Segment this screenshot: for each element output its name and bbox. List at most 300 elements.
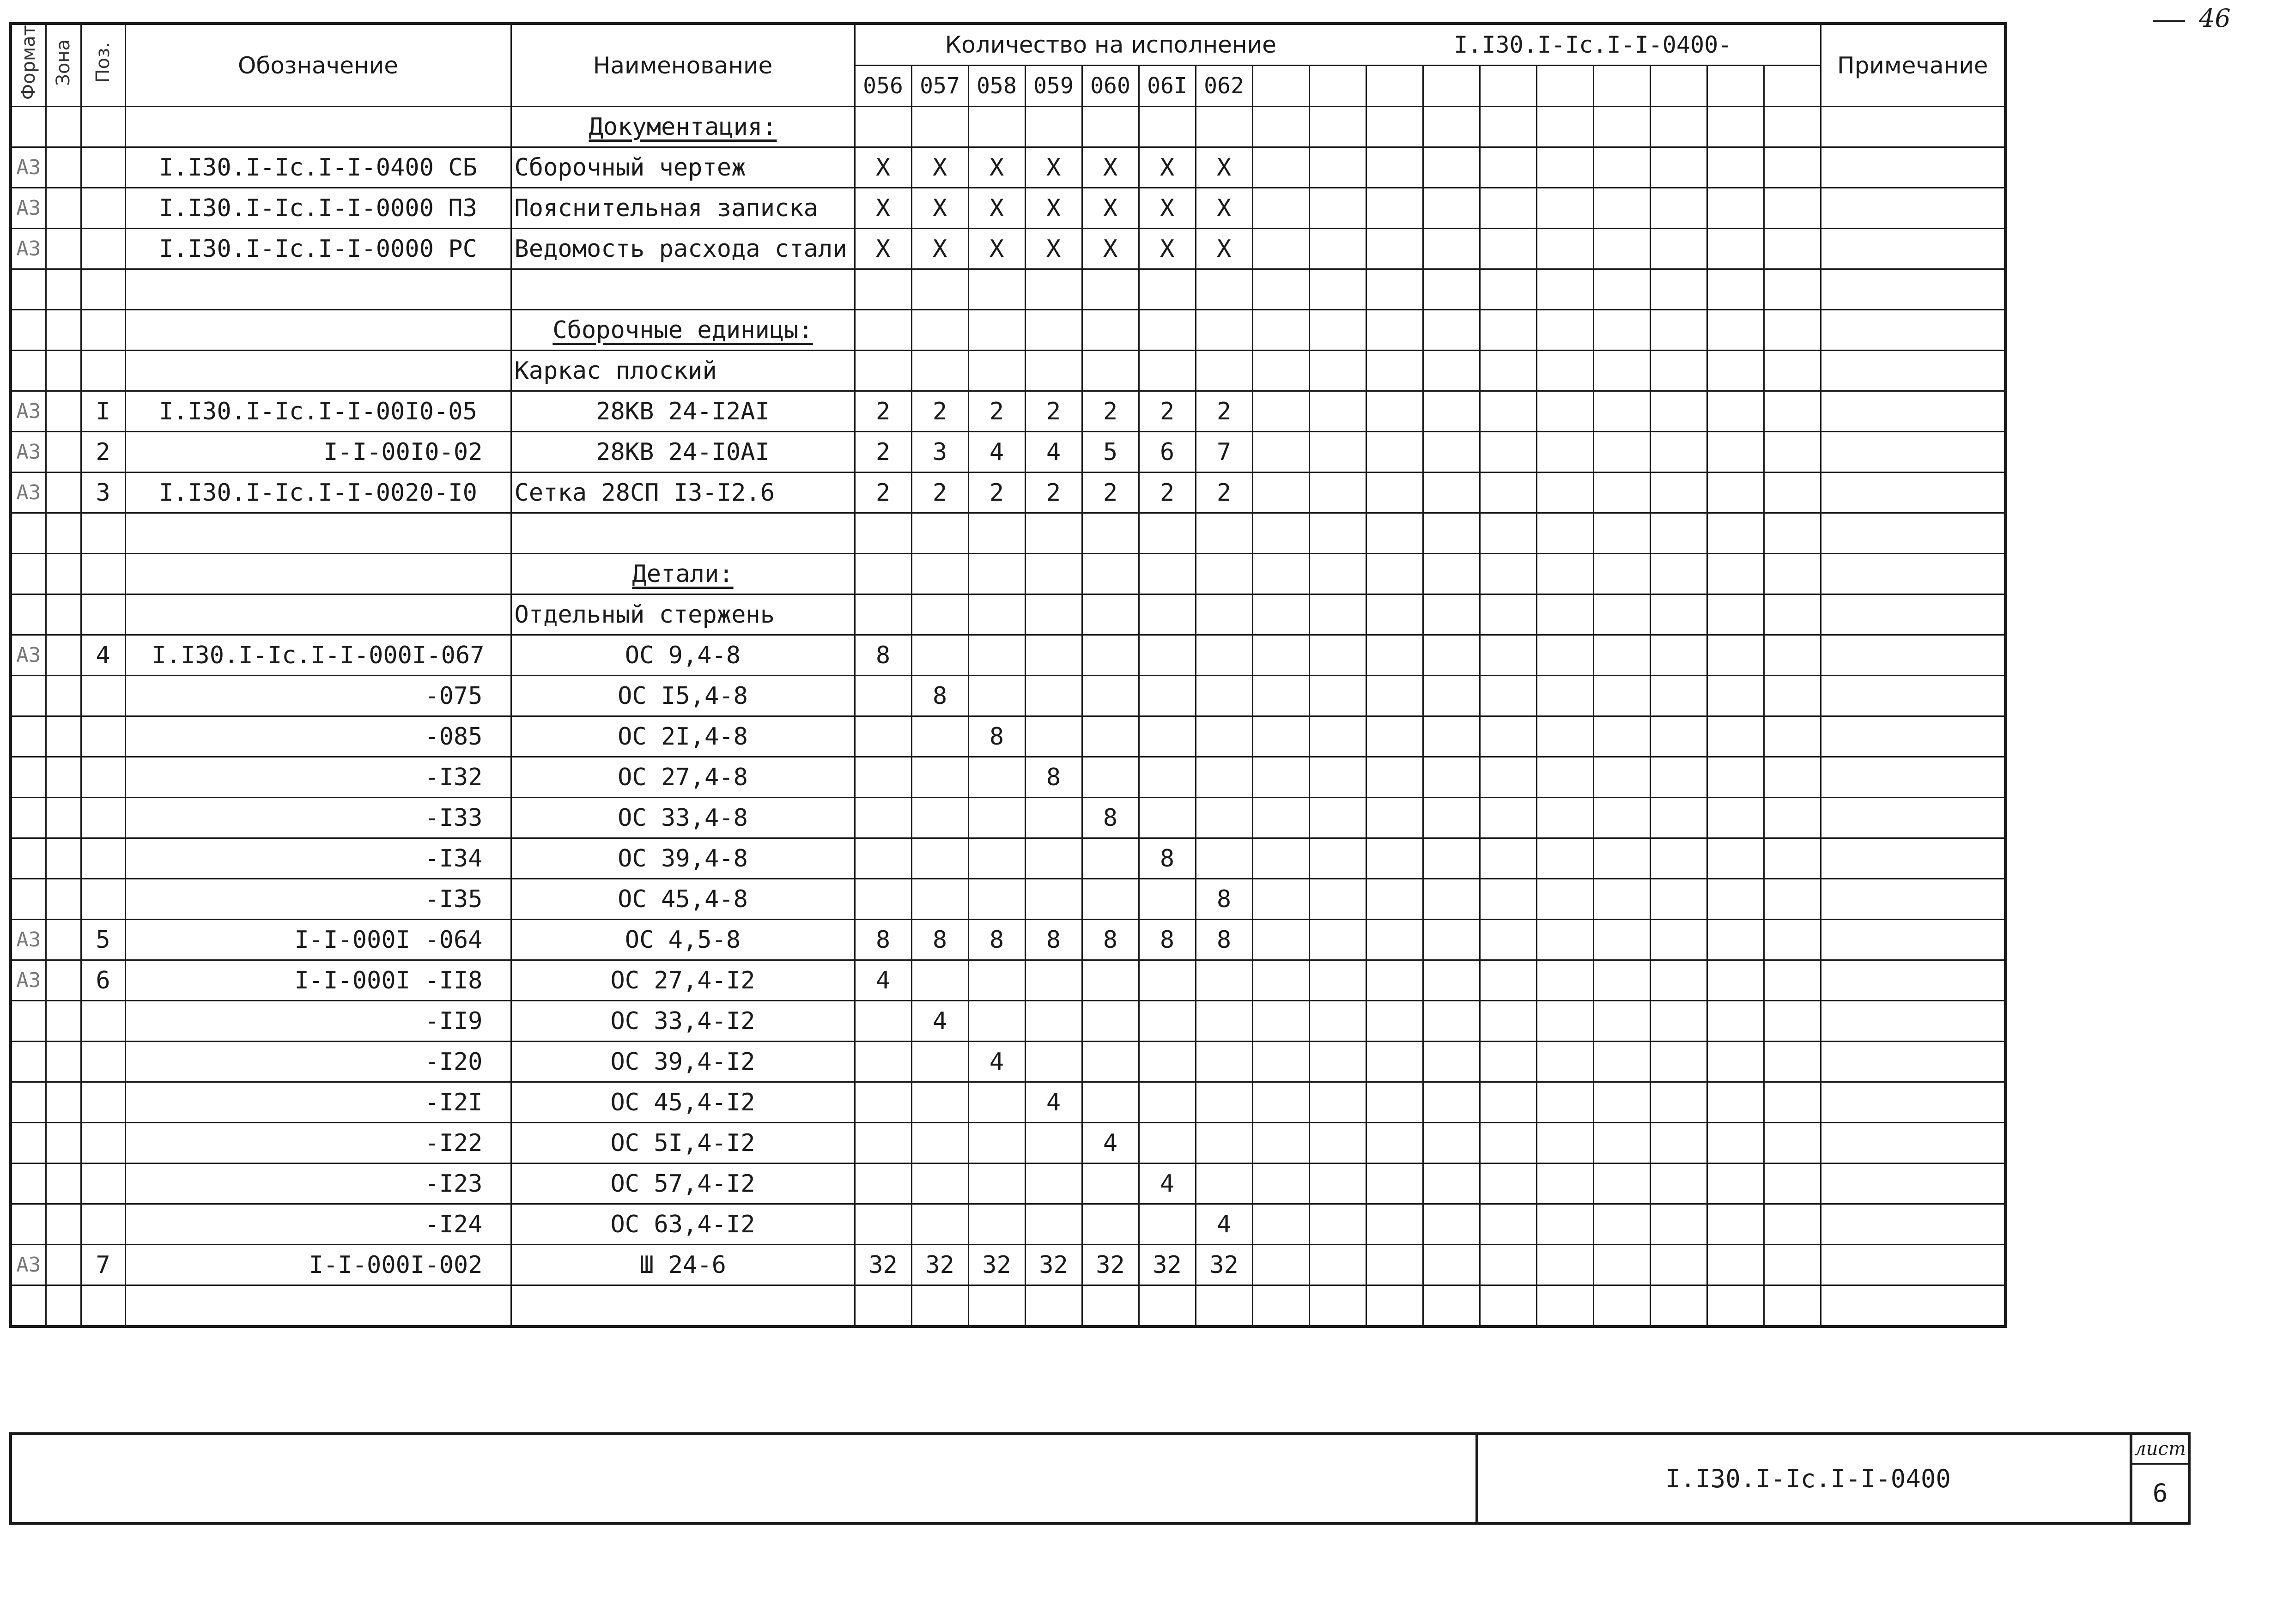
quantity-cell <box>1196 1082 1252 1123</box>
quantity-cell <box>911 798 968 838</box>
format-cell: А3 <box>11 920 46 960</box>
name-cell: ОС 2I,4-8 <box>511 716 855 757</box>
designation-cell <box>125 1285 511 1327</box>
zone-cell <box>46 879 81 920</box>
quantity-cell: X <box>1082 229 1139 269</box>
quantity-cell-empty <box>855 351 911 391</box>
designation-cell <box>125 513 511 554</box>
spec-row <box>11 1245 2005 1285</box>
quantity-cell-empty <box>1593 229 1650 269</box>
designation-cell: I-I-000I -II8 <box>125 960 511 1001</box>
quantity-cell-empty <box>1423 1001 1480 1042</box>
quantity-cell: 4 <box>855 960 911 1001</box>
quantity-cell: 8 <box>968 716 1025 757</box>
section-title-cell <box>511 107 855 147</box>
quantity-cell: X <box>1196 188 1252 229</box>
quantity-cell <box>911 757 968 798</box>
position-cell <box>81 716 125 757</box>
zone-cell <box>46 513 81 554</box>
execution-header-empty <box>1480 66 1536 107</box>
section-title: Сборочные единицы: <box>552 316 813 344</box>
quantity-cell: 8 <box>1025 757 1082 798</box>
specification-body <box>11 24 2005 1327</box>
note-cell <box>1821 554 2005 594</box>
quantity-cell-empty <box>1366 310 1423 351</box>
quantity-cell-empty <box>968 310 1025 351</box>
spec-row <box>11 635 2005 676</box>
note-cell <box>1821 960 2005 1001</box>
quantity-cell-empty <box>1536 391 1593 432</box>
quantity-cell <box>855 1123 911 1163</box>
designation-cell: -I33 <box>125 798 511 838</box>
quantity-cell-empty <box>1650 1123 1707 1163</box>
quantity-cell-empty <box>1480 676 1536 716</box>
section-title-cell <box>511 554 855 594</box>
blank-row <box>11 513 2005 554</box>
quantity-cell-empty <box>1252 391 1309 432</box>
quantity-cell-empty <box>1252 513 1309 554</box>
position-cell <box>81 1285 125 1327</box>
quantity-cell-empty <box>1707 838 1764 879</box>
designation-cell <box>125 269 511 310</box>
quantity-cell-empty <box>1423 1123 1480 1163</box>
zone-cell <box>46 1285 81 1327</box>
position-cell <box>81 269 125 310</box>
quantity-cell-empty <box>1252 107 1309 147</box>
quantity-cell: 8 <box>855 920 911 960</box>
quantity-cell <box>911 1042 968 1082</box>
quantity-cell-empty <box>1593 960 1650 1001</box>
zone-cell <box>46 229 81 269</box>
quantity-cell-empty <box>1480 1042 1536 1082</box>
quantity-cell-empty <box>1252 432 1309 473</box>
note-cell <box>1821 269 2005 310</box>
quantity-cell-empty <box>1707 1082 1764 1123</box>
name-cell: Ведомость расхода стали <box>511 229 855 269</box>
quantity-cell-empty <box>1650 188 1707 229</box>
quantity-cell-empty <box>1025 594 1082 635</box>
quantity-cell-empty <box>1536 879 1593 920</box>
designation-cell: I.I30.I-Ic.I-I-00I0-05 <box>125 391 511 432</box>
format-cell: А3 <box>11 229 46 269</box>
quantity-cell: 6 <box>1139 432 1196 473</box>
quantity-cell-empty <box>1252 594 1309 635</box>
quantity-cell-empty <box>1309 757 1366 798</box>
execution-header: 057 <box>911 66 968 107</box>
quantity-cell-empty <box>1252 1123 1309 1163</box>
quantity-cell <box>1082 716 1139 757</box>
page-mark-tick <box>2153 20 2185 22</box>
note-cell <box>1821 188 2005 229</box>
quantity-cell-empty <box>1366 594 1423 635</box>
quantity-cell <box>1139 798 1196 838</box>
quantity-cell: 8 <box>1196 879 1252 920</box>
quantity-cell: 2 <box>855 473 911 513</box>
quantity-cell-empty <box>911 107 968 147</box>
designation-cell <box>125 554 511 594</box>
quantity-cell-empty <box>1480 391 1536 432</box>
quantity-cell-empty <box>1082 1285 1139 1327</box>
page-mark: 46 <box>2199 4 2231 33</box>
quantity-cell-empty <box>1593 1163 1650 1204</box>
quantity-cell <box>1196 960 1252 1001</box>
name-cell: ОС 45,4-I2 <box>511 1082 855 1123</box>
quantity-cell-empty <box>1309 920 1366 960</box>
quantity-cell: 2 <box>855 391 911 432</box>
quantity-cell-empty <box>1650 473 1707 513</box>
quantity-cell <box>1082 1082 1139 1123</box>
quantity-cell-empty <box>1309 960 1366 1001</box>
quantity-cell-empty <box>1480 513 1536 554</box>
quantity-cell-empty <box>1707 676 1764 716</box>
quantity-cell: 2 <box>855 432 911 473</box>
quantity-cell-empty <box>1707 1001 1764 1042</box>
position-cell: I <box>81 391 125 432</box>
execution-header-empty <box>1309 66 1366 107</box>
quantity-cell-empty <box>1196 554 1252 594</box>
quantity-cell-empty <box>1309 635 1366 676</box>
spec-row <box>11 879 2005 920</box>
quantity-cell-empty <box>1707 269 1764 310</box>
name-cell: ОС 45,4-8 <box>511 879 855 920</box>
quantity-cell-empty <box>1764 594 1821 635</box>
quantity-cell-empty <box>1650 1042 1707 1082</box>
format-cell <box>11 838 46 879</box>
quantity-cell <box>855 716 911 757</box>
quantity-cell-empty <box>1593 879 1650 920</box>
position-cell: 5 <box>81 920 125 960</box>
quantity-cell-empty <box>1309 1245 1366 1285</box>
format-cell: А3 <box>11 960 46 1001</box>
name-cell: ОС 4,5-8 <box>511 920 855 960</box>
spec-row <box>11 1123 2005 1163</box>
quantity-cell-empty <box>1536 1204 1593 1245</box>
designation-cell: I.I30.I-Ic.I-I-0000 ПЗ <box>125 188 511 229</box>
quantity-cell-empty <box>1366 432 1423 473</box>
quantity-cell-empty <box>1366 879 1423 920</box>
position-cell <box>81 1001 125 1042</box>
quantity-cell <box>855 1042 911 1082</box>
quantity-cell <box>1025 676 1082 716</box>
quantity-cell-empty <box>968 594 1025 635</box>
quantity-cell: 32 <box>911 1245 968 1285</box>
quantity-cell-empty <box>1764 1082 1821 1123</box>
quantity-cell <box>1082 1042 1139 1082</box>
quantity-cell-empty <box>1650 1163 1707 1204</box>
quantity-cell-empty <box>1025 554 1082 594</box>
quantity-cell: X <box>1196 147 1252 188</box>
position-cell: 7 <box>81 1245 125 1285</box>
quantity-cell-empty <box>1536 310 1593 351</box>
name-cell: Ш 24-6 <box>511 1245 855 1285</box>
quantity-cell: 5 <box>1082 432 1139 473</box>
quantity-cell: X <box>1139 188 1196 229</box>
quantity-cell <box>1139 676 1196 716</box>
quantity-cell-empty <box>1764 920 1821 960</box>
quantity-cell-empty <box>1366 716 1423 757</box>
quantity-cell-empty <box>1309 1001 1366 1042</box>
header-row-1 <box>11 24 2005 66</box>
quantity-cell-empty <box>1707 920 1764 960</box>
quantity-cell-empty <box>1423 188 1480 229</box>
format-cell <box>11 1285 46 1327</box>
note-cell <box>1821 798 2005 838</box>
quantity-cell <box>1196 1001 1252 1042</box>
quantity-cell-empty <box>1252 229 1309 269</box>
quantity-cell-empty <box>1480 1123 1536 1163</box>
note-cell <box>1821 473 2005 513</box>
section-title-cell <box>511 310 855 351</box>
quantity-cell-empty <box>1707 473 1764 513</box>
zone-cell <box>46 798 81 838</box>
quantity-cell-empty <box>1082 310 1139 351</box>
quantity-cell: 2 <box>1196 391 1252 432</box>
quantity-cell: 4 <box>1025 1082 1082 1123</box>
quantity-cell-empty <box>1423 1245 1480 1285</box>
quantity-cell <box>1196 635 1252 676</box>
note-cell <box>1821 635 2005 676</box>
quantity-cell <box>855 798 911 838</box>
quantity-cell-empty <box>1366 107 1423 147</box>
note-cell <box>1821 838 2005 879</box>
quantity-cell-empty <box>1480 635 1536 676</box>
name-cell: Пояснительная записка <box>511 188 855 229</box>
quantity-cell: 4 <box>1196 1204 1252 1245</box>
quantity-cell-empty <box>1707 513 1764 554</box>
zone-cell <box>46 554 81 594</box>
quantity-cell-empty <box>1309 838 1366 879</box>
note-cell <box>1821 1285 2005 1327</box>
quantity-cell <box>911 1123 968 1163</box>
quantity-cell-empty <box>1764 391 1821 432</box>
quantity-cell-empty <box>1650 757 1707 798</box>
quantity-cell <box>1025 960 1082 1001</box>
quantity-cell-empty <box>1707 391 1764 432</box>
quantity-cell-empty <box>1764 473 1821 513</box>
quantity-cell-empty <box>1252 554 1309 594</box>
quantity-cell <box>968 1163 1025 1204</box>
quantity-cell-empty <box>1309 1204 1366 1245</box>
quantity-cell-empty <box>1309 351 1366 391</box>
quantity-cell: 2 <box>1139 473 1196 513</box>
note-cell <box>1821 920 2005 960</box>
position-cell <box>81 310 125 351</box>
quantity-cell: 32 <box>1139 1245 1196 1285</box>
quantity-cell-empty <box>1650 1245 1707 1285</box>
quantity-cell-empty <box>1252 1163 1309 1204</box>
designation-cell <box>125 594 511 635</box>
quantity-cell <box>911 960 968 1001</box>
note-cell <box>1821 351 2005 391</box>
name-header: Наименование <box>511 24 855 107</box>
quantity-cell: 2 <box>911 391 968 432</box>
format-cell <box>11 351 46 391</box>
quantity-cell-empty <box>1764 1001 1821 1042</box>
position-cell <box>81 676 125 716</box>
quantity-cell-empty <box>1366 351 1423 391</box>
quantity-cell-empty <box>1480 188 1536 229</box>
quantity-cell-empty <box>1139 310 1196 351</box>
quantity-cell-empty <box>1650 635 1707 676</box>
quantity-cell-empty <box>1764 147 1821 188</box>
zone-cell <box>46 351 81 391</box>
sheet-number: 6 <box>2152 1479 2168 1508</box>
position-cell <box>81 1163 125 1204</box>
quantity-cell-empty <box>1764 554 1821 594</box>
designation-cell: -I22 <box>125 1123 511 1163</box>
specification-table <box>9 22 2007 1328</box>
quantity-cell-empty <box>1480 920 1536 960</box>
quantity-cell-empty <box>911 554 968 594</box>
quantity-cell-empty <box>1650 838 1707 879</box>
quantity-cell <box>1139 1001 1196 1042</box>
format-cell <box>11 269 46 310</box>
quantity-cell: 8 <box>911 920 968 960</box>
quantity-cell-empty <box>1650 960 1707 1001</box>
quantity-cell-empty <box>1536 1042 1593 1082</box>
quantity-cell-empty <box>1707 229 1764 269</box>
quantity-cell <box>1196 1123 1252 1163</box>
quantity-cell: 4 <box>1082 1123 1139 1163</box>
quantity-cell <box>968 838 1025 879</box>
quantity-cell-empty <box>1423 1204 1480 1245</box>
quantity-cell-empty <box>1309 473 1366 513</box>
quantity-cell-empty <box>1196 351 1252 391</box>
quantity-cell <box>968 1001 1025 1042</box>
quantity-cell-empty <box>1480 229 1536 269</box>
quantity-cell-empty <box>1423 676 1480 716</box>
position-cell <box>81 879 125 920</box>
quantity-cell <box>1139 879 1196 920</box>
designation-cell: I.I30.I-Ic.I-I-000I-067 <box>125 635 511 676</box>
spec-row <box>11 676 2005 716</box>
quantity-cell-empty <box>1252 1042 1309 1082</box>
quantity-cell-empty <box>1480 1204 1536 1245</box>
format-cell <box>11 757 46 798</box>
quantity-cell-empty <box>1252 635 1309 676</box>
format-cell <box>11 310 46 351</box>
quantity-cell <box>855 757 911 798</box>
note-cell <box>1821 1204 2005 1245</box>
quantity-cell <box>1196 838 1252 879</box>
execution-header-empty <box>1764 66 1821 107</box>
designation-cell: -I23 <box>125 1163 511 1204</box>
quantity-cell-empty <box>1366 554 1423 594</box>
quantity-cell-empty <box>1423 798 1480 838</box>
name-cell <box>511 269 855 310</box>
quantity-cell: 8 <box>1082 798 1139 838</box>
quantity-cell-empty <box>1764 879 1821 920</box>
quantity-cell: X <box>855 188 911 229</box>
quantity-cell-empty <box>1480 310 1536 351</box>
format-cell <box>11 1204 46 1245</box>
quantity-cell-empty <box>1593 594 1650 635</box>
execution-header-empty <box>1423 66 1480 107</box>
quantity-cell-empty <box>1252 920 1309 960</box>
execution-header: 062 <box>1196 66 1252 107</box>
quantity-cell-empty <box>1480 473 1536 513</box>
quantity-cell-empty <box>1366 513 1423 554</box>
zone-cell <box>46 391 81 432</box>
quantity-cell-empty <box>1252 676 1309 716</box>
quantity-cell-empty <box>1650 594 1707 635</box>
quantity-cell-empty <box>1650 351 1707 391</box>
quantity-cell-empty <box>1423 351 1480 391</box>
quantity-cell <box>968 798 1025 838</box>
quantity-cell-empty <box>1082 107 1139 147</box>
format-cell: А3 <box>11 1245 46 1285</box>
designation-cell: -I32 <box>125 757 511 798</box>
format-cell <box>11 1042 46 1082</box>
quantity-cell <box>1025 1204 1082 1245</box>
quantity-cell: X <box>911 188 968 229</box>
quantity-cell-empty <box>1593 920 1650 960</box>
quantity-cell-empty <box>1536 676 1593 716</box>
note-cell <box>1821 1001 2005 1042</box>
quantity-cell-empty <box>968 1285 1025 1327</box>
quantity-cell-empty <box>968 351 1025 391</box>
title-block-doc-code: I.I30.I-Ic.I-I-0400 <box>1475 1435 2138 1522</box>
zone-cell <box>46 107 81 147</box>
note-cell <box>1821 1163 2005 1204</box>
quantity-cell-empty <box>1650 391 1707 432</box>
note-cell <box>1821 757 2005 798</box>
quantity-cell-empty <box>1252 1001 1309 1042</box>
quantity-cell-empty <box>1423 432 1480 473</box>
position-cell <box>81 147 125 188</box>
quantity-cell <box>1082 635 1139 676</box>
quantity-cell <box>1025 1001 1082 1042</box>
quantity-cell-empty <box>1650 1204 1707 1245</box>
quantity-cell: 8 <box>1082 920 1139 960</box>
position-cell <box>81 229 125 269</box>
quantity-cell: 4 <box>911 1001 968 1042</box>
quantity-cell-empty <box>911 269 968 310</box>
note-cell <box>1821 310 2005 351</box>
zone-cell <box>46 920 81 960</box>
name-cell: ОС 27,4-I2 <box>511 960 855 1001</box>
quantity-cell-empty <box>1480 147 1536 188</box>
quantity-cell-empty <box>1593 838 1650 879</box>
quantity-cell-empty <box>1366 1285 1423 1327</box>
quantity-cell-empty <box>1536 798 1593 838</box>
quantity-cell-empty <box>1366 1204 1423 1245</box>
format-cell: А3 <box>11 391 46 432</box>
quantity-cell-empty <box>1309 147 1366 188</box>
note-cell <box>1821 513 2005 554</box>
name-cell: ОС 27,4-8 <box>511 757 855 798</box>
quantity-cell-empty <box>1480 879 1536 920</box>
quantity-cell-empty <box>1139 594 1196 635</box>
name-cell: ОС 57,4-I2 <box>511 1163 855 1204</box>
quantity-cell-empty <box>855 310 911 351</box>
quantity-cell-empty <box>1764 269 1821 310</box>
zone-cell <box>46 432 81 473</box>
quantity-cell-empty <box>1536 1163 1593 1204</box>
section-row <box>11 554 2005 594</box>
quantity-cell-empty <box>968 107 1025 147</box>
quantity-cell-empty <box>1707 1042 1764 1082</box>
quantity-cell <box>855 879 911 920</box>
note-cell <box>1821 1245 2005 1285</box>
quantity-cell-empty <box>1480 1082 1536 1123</box>
quantity-cell-empty <box>911 310 968 351</box>
position-cell <box>81 1204 125 1245</box>
name-cell: ОС 39,4-I2 <box>511 1042 855 1082</box>
quantity-cell-empty <box>1423 1163 1480 1204</box>
quantity-cell-empty <box>1423 716 1480 757</box>
quantity-cell-empty <box>1593 1082 1650 1123</box>
